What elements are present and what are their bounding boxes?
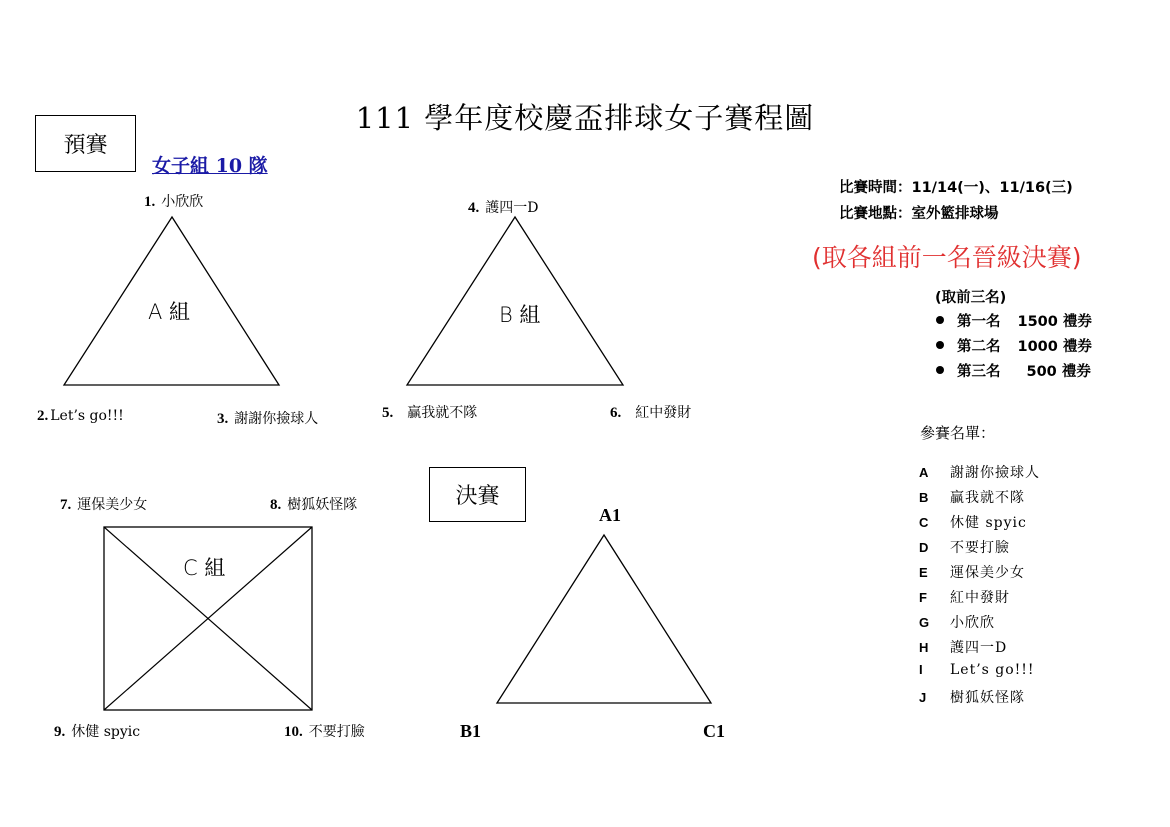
match-place: 比賽地點：室外籃排球場 [839, 206, 999, 222]
team-4: 4. 護四一D [468, 200, 539, 216]
bullet-icon [936, 366, 944, 374]
group-c-label: C 組 [183, 556, 226, 580]
prize-1: 第一名 1500 禮券 [936, 310, 1092, 331]
page-title: 111 學年度校慶盃排球女子賽程圖 [355, 101, 815, 135]
participant-b: B 贏我就不隊 [919, 490, 1025, 506]
bullet-icon [936, 341, 944, 349]
match-time: 比賽時間：11/14(一)、11/16(三) [839, 180, 1073, 196]
prize-2: 第二名 1000 禮券 [936, 335, 1092, 356]
team-7: 7. 運保美少女 [60, 497, 148, 513]
participant-e: E 運保美少女 [919, 565, 1025, 581]
final-triangle [497, 535, 711, 703]
group-a-label: A 組 [148, 300, 191, 324]
prelim-label: 預賽 [63, 133, 108, 158]
advance-note: (取各組前一名晉級決賽) [812, 243, 1082, 272]
participant-j: J 樹狐妖怪隊 [919, 690, 1025, 706]
group-subtitle: 女子組 10 隊 [152, 155, 268, 177]
team-3: 3. 謝謝你撿球人 [217, 411, 319, 427]
team-8: 8. 樹狐妖怪隊 [270, 497, 358, 513]
prize-3: 第三名 500 禮券 [936, 360, 1091, 381]
final-right-slot: C1 [703, 721, 725, 741]
participant-g: G 小欣欣 [919, 615, 995, 631]
team-5: 5. 贏我就不隊 [382, 405, 478, 421]
final-label: 決賽 [455, 484, 500, 509]
team-10: 10. 不要打臉 [284, 724, 365, 740]
team-1: 1. 小欣欣 [144, 194, 204, 210]
team-9: 9. 休健 spyic [54, 724, 141, 740]
participant-h: H 護四一D [919, 640, 1008, 656]
prize-title: (取前三名) [935, 290, 1007, 306]
final-left-slot: B1 [460, 721, 482, 741]
prelim-label-box [35, 115, 136, 172]
participant-i: I Let’s go!!! [919, 662, 1035, 678]
team-2: 2. Let’s go!!! [37, 408, 124, 424]
participant-c: C 休健 spyic [919, 515, 1027, 531]
team-6: 6. 紅中發財 [610, 405, 692, 421]
participant-a: A 謝謝你撿球人 [919, 465, 1040, 481]
group-b-label: B 組 [499, 303, 541, 327]
final-label-box [429, 467, 526, 522]
participant-d: D 不要打臉 [919, 540, 1010, 556]
bullet-icon [936, 316, 944, 324]
participant-f: F 紅中發財 [919, 590, 1010, 606]
participants-title: 參賽名單： [920, 424, 996, 442]
final-top-slot: A1 [599, 505, 621, 525]
